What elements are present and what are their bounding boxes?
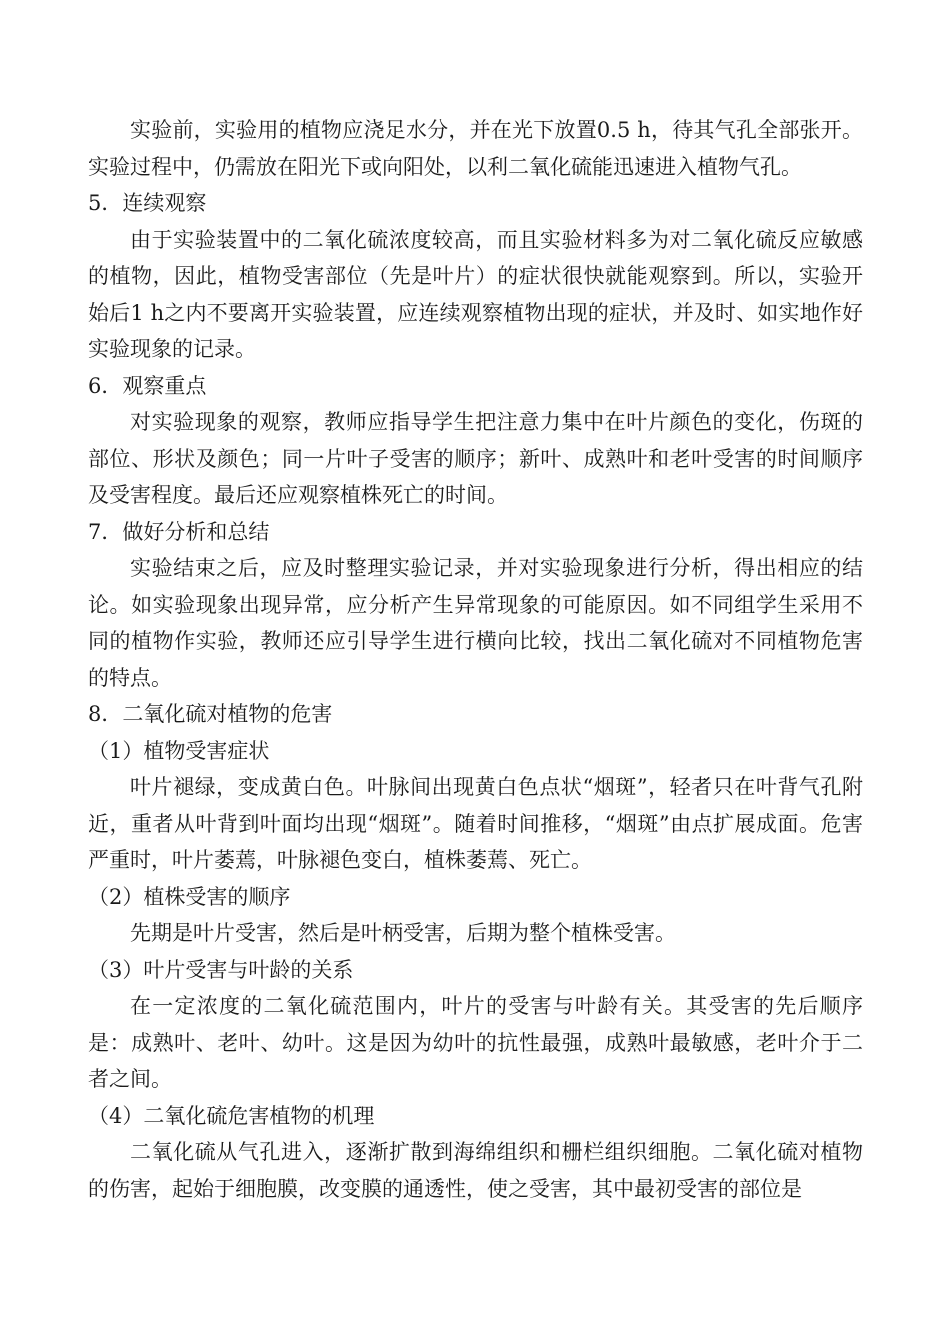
paragraph-analysis-summary: 实验结束之后，应及时整理实验记录，并对实验现象进行分析，得出相应的结论。如实验现象出现异常，应分析产生异常现象的可能原因。如不同组学生采用不同的植物作实验，教师还应引导学生进行横向比较，找出二氧化硫对不同植物危害的特点。	[88, 556, 863, 690]
subheading-leaf-age: （3）叶片受害与叶龄的关系	[88, 957, 354, 982]
subheading-mechanism: （4）二氧化硫危害植物的机理	[88, 1103, 375, 1128]
paragraph-damage-order: 先期是叶片受害，然后是叶柄受害，后期为整个植株受害。	[130, 921, 676, 945]
paragraph-preparation: 实验前，实验用的植物应浇足水分，并在光下放置0.5 h，待其气孔全部张开。实验过程中，仍需放在阳光下或向阳处，以利二氧化硫能迅速进入植物气孔。	[88, 118, 863, 179]
document-page	[88, 112, 863, 1207]
paragraph-continuous-observation: 由于实验装置中的二氧化硫浓度较高，而且实验材料多为对二氧化硫反应敏感的植物，因此，植物受害部位（先是叶片）的症状很快就能观察到。所以，实验开始后1 h之内不要离开实验装置，应连续观察植物出现的症状，并及时、如实地作好实验现象的记录。	[88, 227, 863, 361]
heading-observation-focus: 6．观察重点	[88, 373, 207, 398]
paragraph-leaf-age: 在一定浓度的二氧化硫范围内，叶片的受害与叶龄有关。其受害的先后顺序是：成熟叶、老叶、幼叶。这是因为幼叶的抗性最强，成熟叶最敏感，老叶介于二者之间。	[88, 994, 863, 1091]
paragraph-mechanism: 二氧化硫从气孔进入，逐渐扩散到海绵组织和栅栏组织细胞。二氧化硫对植物的伤害，起始于细胞膜，改变膜的通透性，使之受害，其中最初受害的部位是	[88, 1140, 863, 1201]
heading-so2-harm: 8．二氧化硫对植物的危害	[88, 702, 333, 726]
heading-analysis-summary: 7．做好分析和总结	[88, 519, 270, 544]
paragraph-symptoms: 叶片褪绿，变成黄白色。叶脉间出现黄白色点状“烟斑”，轻者只在叶背气孔附近，重者从叶背到叶面均出现“烟斑”。随着时间推移，“烟斑”由点扩展成面。危害严重时，叶片萎蔫，叶脉褪色变白，植株萎蔫、死亡。	[88, 775, 863, 872]
subheading-damage-order: （2）植株受害的顺序	[88, 884, 291, 909]
heading-continuous-observation: 5．连续观察	[88, 191, 207, 215]
paragraph-observation-focus: 对实验现象的观察，教师应指导学生把注意力集中在叶片颜色的变化，伤斑的部位、形状及颜色；同一片叶子受害的顺序；新叶、成熟叶和老叶受害的时间顺序及受害程度。最后还应观察植株死亡的时间。	[88, 410, 863, 507]
subheading-symptoms: （1）植物受害症状	[88, 738, 270, 763]
